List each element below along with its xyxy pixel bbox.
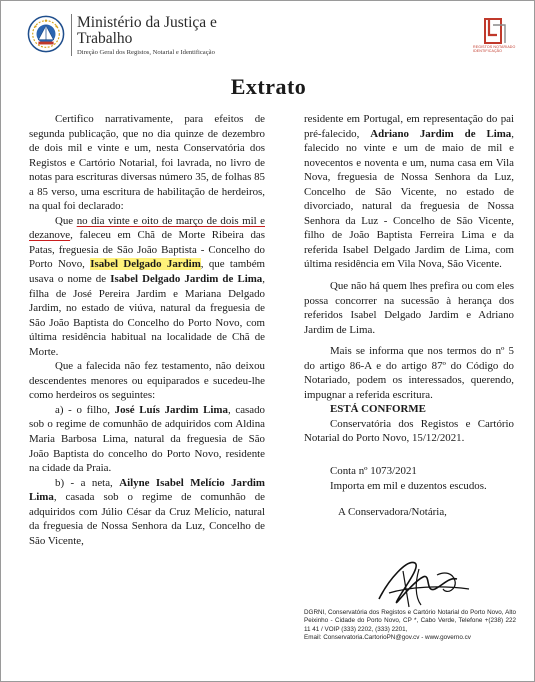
handwritten-signature-icon [319,549,489,611]
paragraph-deceased [29,214,265,359]
amount-text: Importa em mil e duzentos escudos. [330,479,487,492]
footer-contact [304,609,516,643]
conforme-heading: ESTÁ CONFORME [330,403,426,416]
national-seal-icon [27,15,65,53]
paragraph-certification: Certifico narrativamente, para efeitos de segunda publicação, que no dia quinze de dezembro de dois mil e vinte e um, nesta Conservatória dos Registos e Cartório Notarial, foi lavrada, no livro de notas para escrituras diversas número 35, de folhas 85 a 85 verso, uma escritura de habilitação de herdeiros, na qual foi declarado: [29,113,265,213]
right-column [304,112,514,520]
deceased-full-name: Isabel Delgado Jardim de Lima [110,273,263,286]
underlined-date: no dia vinte e oito de março de dois mil e dezanove [29,214,265,242]
paragraph-heir-b [29,476,265,549]
text-segment: residente em Portugal, em representação do pai pré-falecido, [304,113,514,140]
footer-address: DGRNI, Conservatória dos Registos e Cartório Notarial do Porto Novo, Alto Peixinho - Cidade do Porto Novo, CP *, Cabo Verde, Telefone +(238) 222 11 41 / VOIP (333) 2202, (333) 2201, [304,609,516,633]
ministry-name [77,15,287,47]
text-segment: , faleceu em Chã de Morte Ribeira das Patas, freguesia de São João Baptista - Concelho do Porto Novo, [29,229,265,271]
header-divider [71,14,72,56]
text-segment: Que [55,214,77,227]
paragraph-legal-notice: Mais se informa que nos termos do nº 5 do artigo 86-A e do artigo 87º do Código do Notariado, podem os interessados, querendo, impugnar a referida escritura. [304,345,514,401]
ministry-line-1: Ministério da Justiça e [77,14,217,31]
text-segment: , filha de José Pereira Jardim e Mariana Delgado Jardim, no estado de viúva, natural da freguesia de São João Baptista do Concelho do Porto Novo, com última residência habitual na localidade de Chã de Morte. [29,273,265,358]
left-column [29,112,265,548]
heir-name-a: José Luís Jardim Lima [114,403,228,416]
father-name: Adriano Jardim de Lima [370,127,512,140]
conservadora-label: A Conservadora/Notária, [338,506,447,519]
registos-logo-caption: REGISTOS NOTARIADO IDENTIFICAÇÃO [473,45,516,54]
heir-name-b: Ailyne Isabel Melício Jardim Lima [29,476,265,504]
text-segment: b) - a neta, [55,476,120,489]
ministry-line-2: Trabalho [77,30,133,47]
text-segment: , falecido no vinte e um de maio de mil e novecentos e noventa e um, numa casa em Vila Nova, freguesia de Nossa Senhora da Luz, Concelho de São Vicente, no estado de divorciado, natural da freguesia de Nossa Senhora da Luz - Concelho de São Vicente, filho de João Baptista Ferreira Lima e da referida Isabel Delgado Jardim de Lima, com última residência em Vila Nova, São Vicente. [304,127,514,271]
paragraph-heir-a [29,403,265,476]
text-segment: , que também usava o nome de [29,258,266,286]
document-title: Extrato [230,74,307,99]
registos-logo-text [473,45,517,53]
text-segment: a) - o filho, [55,403,115,416]
paragraph-representation [304,112,514,272]
text-segment: , casado sob o regime de comunhão de adquiridos com Aldina Maria Barbosa Lima, natural da freguesia de São João Baptista do concelho do Porto Novo, residente na cidade da Praia. [29,403,266,475]
paragraph-heirs: Que a falecida não fez testamento, não deixou descendentes menores ou equiparados e sucedeu-lhe como herdeiros os seguintes: [29,360,265,402]
directorate-name: Direção Geral dos Registos, Notarial e Identificação [77,49,215,56]
text-segment: , casada sob o regime de comunhão de adquiridos com Júlio César da Cruz Melício, natural da freguesia de Nossa Senhora da Luz, Concelho de São Vicente, [29,491,265,547]
account-number: Conta nº 1073/2021 [330,465,417,478]
letterhead [1,1,535,61]
highlighted-name: Isabel Delgado Jardim [90,258,201,271]
paragraph-no-preference: Que não há quem lhes prefira ou com eles possa concorrer na sucessão à herança dos referidos Isabel Delgado Jardim e Adriano Jardim de Lima. [304,280,514,336]
footer-email: Email: Conservatoria.CartorioPN@gov.cv - www.governo.cv [304,634,471,642]
paragraph-place-date: Conservatória dos Registos e Cartório Notarial do Porto Novo, 15/12/2021. [304,417,514,445]
